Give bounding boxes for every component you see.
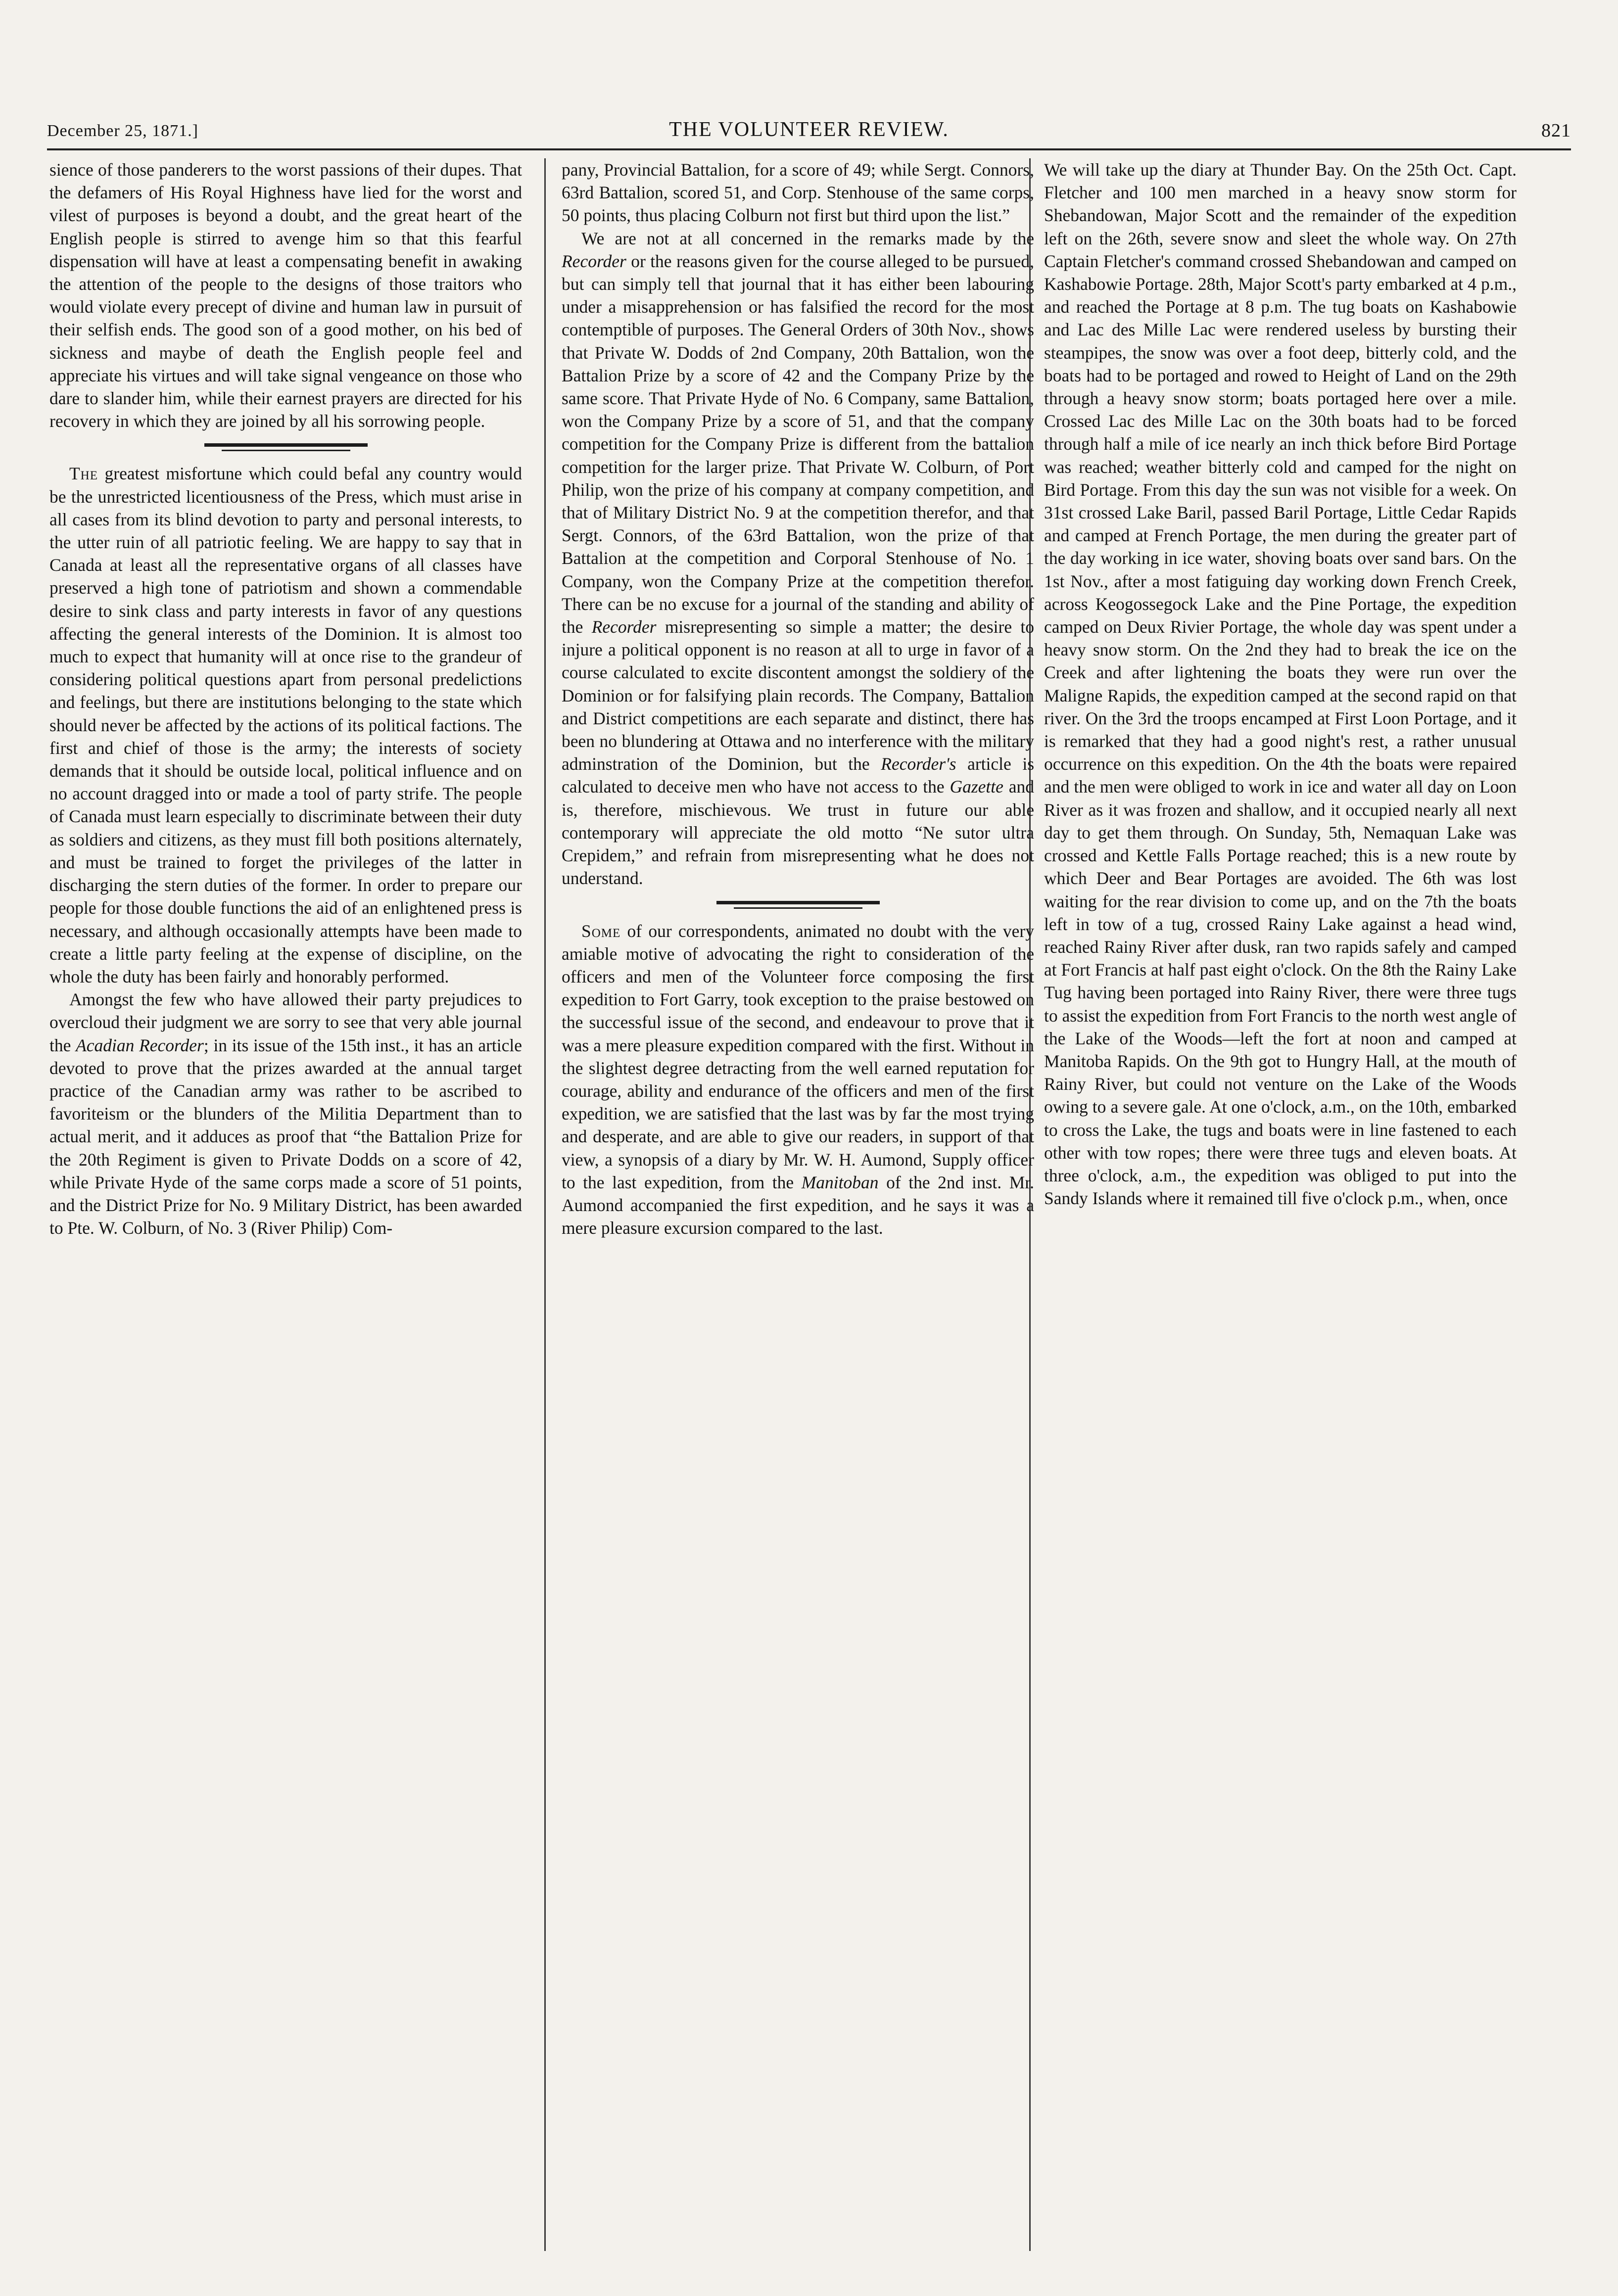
lead-word: Some	[581, 921, 621, 941]
header-rule	[47, 148, 1571, 150]
paragraph-text: greatest misfortune which could befal any country would be the unrestricted licentiousness of the Press, which must arise in all cases from its blind devotion to party and personal interests, to the utter ruin of all patriotic feeling. We are happy to say that in Canada at least all the representative organs of all classes have preserved a high tone of patriotism and shown a commendable desire to sink class and party interests in favor of any questions affecting the general interests of the Dominion. It is almost too much to expect that humanity will at once rise to the grandeur of considering political questions apart from personal predelictions and feelings, but there are institutions belonging to the state which should never be affected by the actions of its political factions. The first and chief of those is the army; the interests of society demands that it should be outside local, political influence and on no account dragged into or made a tool of party strife. The people of Canada must learn especially to discriminate between their duty as soldiers and citizens, as they must fill both positions alternately, and must be trained to forget the privileges of the latter in discharging the stern duties of the former. In order to prepare our people for those double functions the aid of an enlightened press is necessary, and although occasionally attempts have been made to create a little party feeling at the expense of discipline, on the whole the duty has been fairly and honorably performed.	[49, 464, 522, 986]
newspaper-name: Recorder	[591, 617, 657, 637]
separator-thin-rule	[734, 907, 862, 909]
article-separator	[716, 901, 880, 909]
page-number: 821	[1541, 120, 1571, 141]
paragraph-text: of the 2nd inst. Mr. Aumond accompanied the first expedition, and he says it was a mere pleasure excursion compared to the last.	[562, 1172, 1034, 1238]
issue-date: December 25, 1871.]	[47, 122, 199, 140]
newspaper-name: Recorder	[562, 251, 626, 271]
article-paragraph	[49, 462, 522, 988]
newspaper-name: Recorder's	[881, 754, 956, 774]
article-paragraph	[562, 920, 1034, 1240]
column-left	[49, 158, 522, 2251]
paragraph-text: article is calculated to deceive men who have not access to the	[562, 754, 1034, 797]
separator-thick-rule	[204, 443, 368, 447]
column-middle	[562, 158, 1034, 2251]
newspaper-name: Gazette	[950, 777, 1003, 797]
column-rule-left	[544, 158, 546, 2251]
article-paragraph: We will take up the diary at Thunder Bay. On the 25th Oct. Capt. Fletcher and 100 men marched in a heavy snow storm for Shebandowan, Major Scott and the remainder of the expedition left on the 26th, severe snow and sleet the whole way. On 27th Captain Fletcher's command crossed Shebandowan and camped on Kashabowie Portage. 28th, Major Scott's party embarked at 4 p.m., and reached the Portage at 8 p.m. The tug boats on Kashabowie and Lac des Mille Lac were rendered useless by bursting their steampipes, the snow was over a foot deep, bitterly cold, and the boats had to be portaged and rowed to Height of Land on the 29th through a heavy snow storm; boats portaged here over a mile. Crossed Lac des Mille Lac on the 30th boats had to be forced through half a mile of ice nearly an inch thick before Bird Portage was reached; weather bitterly cold and camped for the night on Bird Portage. From this day the sun was not visible for a week. On 31st crossed Lake Baril, passed Baril Portage, Little Cedar Rapids and camped at French Portage, the men during the greater part of the day working in ice water, shoving boats over sand bars. On the 1st Nov., after a most fatiguing day working down French Creek, across Keogossegock Lake and the Pine Portage, the expedition camped on Deux Rivier Portage, the whole day was spent under a heavy snow storm. On the 2nd they had to break the ice on the Creek and after lightening the boats they were run over the Maligne Rapids, the expedition camped at the second rapid on that river. On the 3rd the troops encamped at First Loon Portage, and it is remarked that they had a good night's rest, a rather unusual occurrence on this expedition. On the 4th the boats were repaired and the men were obliged to work in ice and water all day on Loon River as it was frozen and shallow, and it occupied nearly all next day to get them through. On Sunday, 5th, Nemaquan Lake was crossed and Kettle Falls Portage reached; this is a new route by which Deer and Bear Portages are avoided. The 6th was lost waiting for the rear division to come up, and on the 7th the boats left in tow of a tug, crossed Rainy Lake against a head wind, reached Rainy River after dusk, ran two rapids safely and camped at Fort Francis at half past eight o'clock. On the 8th the Rainy Lake Tug having been portaged into Rainy River, there were three tugs to assist the expedition from Fort Francis to the north west angle of the Lake of the Woods—left the fort at noon and camped at Manitoba Rapids. On the 9th got to Hungry Hall, at the mouth of Rainy River, but could not venture on the Lake of the Woods owing to a severe gale. At one o'clock, a.m., on the 10th, embarked to cross the Lake, the tugs and boats were in line fastened to each other with tow ropes; there were three tugs and eleven boats. At three o'clock, a.m., the expedition was obliged to put into the Sandy Islands where it remained till five o'clock p.m., when, once	[1044, 160, 1517, 1209]
paragraph-text: misrepresenting so simple a matter; the desire to injure a political opponent is no reason at all to urge in favor of a course calculated to excite discontent amongst the soldiery of the Dominion or for falsifying plain records. The Company, Battalion and District competitions are each separate and distinct, there has been no blundering at Ottawa and no interference with the military adminstration of the Dominion, but the	[562, 617, 1034, 774]
article-paragraph	[562, 227, 1034, 890]
paragraph-text: Amongst the few who have allowed their party prejudices to overcloud their judgment we are sorry to see that very able journal the	[49, 989, 522, 1055]
column-right	[1044, 158, 1517, 2251]
paragraph-text: or the reasons given for the course alleged to be pursued, but can simply tell that journal that it has either been labouring under a misapprehension or has falsified the record for the most contemptible of purposes. The General Orders of 30th Nov., shows that Private W. Dodds of 2nd Company, 20th Battalion, won the Battalion Prize by a score of 42 and the Company Prize by the same score. That Private Hyde of No. 6 Company, same Battalion, won the Company Prize by a score of 51, and that the company competition for the Company Prize is different from the battalion competition for the larger prize. That Private W. Colburn, of Port Philip, won the prize of his company at company competition, and that of Military District No. 9 at the competition therefor, and that Sergt. Connors, of the 63rd Battalion, won the prize of that Battalion at the competition and Corporal Stenhouse of No. 1 Company, won the Company Prize at the competition therefor. There can be no excuse for a journal of the standing and ability of the	[562, 251, 1034, 637]
article-paragraph: sience of those panderers to the worst passions of their dupes. That the defamers of His Royal Highness have lied for the worst and vilest of purposes is beyond a doubt, and the great heart of the English people is stirred to avenge him so that this fearful dispensation will have at least a compensating benefit in awaking the attention of the people to the designs of those traitors who would violate every precept of divine and human law in pursuit of their selfish ends. The good son of a good mother, on his bed of sickness and maybe of death the English people feel and appreciate his virtues and will take signal vengeance on those who dare to slander him, while their earnest prayers are directed for his recovery in which they are joined by all his sorrowing people.	[49, 160, 522, 431]
article-separator	[204, 443, 368, 451]
article-paragraph	[49, 988, 522, 1239]
newspaper-name: Manitoban	[801, 1172, 879, 1192]
article-paragraph: pany, Provincial Battalion, for a score of 49; while Sergt. Connors, 63rd Battalion, scored 51, and Corp. Stenhouse of the same corps, 50 points, thus placing Colburn not first but third upon the list.”	[562, 160, 1034, 226]
paragraph-text: We are not at all concerned in the remarks made by the	[581, 228, 1034, 248]
lead-word: The	[69, 464, 98, 484]
newspaper-name: Acadian Recorder	[76, 1035, 204, 1055]
publication-title: THE VOLUNTEER REVIEW.	[669, 118, 949, 141]
running-head	[47, 115, 1571, 149]
paragraph-text: and is, therefore, mischievous. We trust in future our able contemporary will appreciate the old motto “Ne sutor ultra Crepidem,” and refrain from misrepresenting what he does not understand.	[562, 777, 1034, 889]
paragraph-text: of our correspondents, animated no doubt with the very amiable motive of advocating the right to consideration of the officers and men of the Volunteer force composing the first expedition to Fort Garry, took exception to the praise bestowed on the successful issue of the second, and endeavour to prove that it was a mere pleasure expedition compared with the first. Without in the slightest degree detracting from the well earned reputation for courage, ability and endurance of the officers and men of the first expedition, we are satisfied that the last was by far the most trying and desperate, and are able to give our readers, in support of that view, a synopsis of a diary by Mr. W. H. Aumond, Supply officer to the last expedition, from the	[562, 921, 1034, 1192]
separator-thick-rule	[716, 901, 880, 904]
separator-thin-rule	[222, 450, 350, 451]
paragraph-text: ; in its issue of the 15th inst., it has an article devoted to prove that the prizes awarded at the annual target practice of the Canadian army was rather to be ascribed to favoriteism or the blunders of the Militia Department than to actual merit, and it adduces as proof that “the Battalion Prize for the 20th Regiment is given to Private Dodds on a score of 42, while Private Hyde of the same corps made a score of 51 points, and the District Prize for No. 9 Military District, has been awarded to Pte. W. Colburn, of No. 3 (River Philip) Com-	[49, 1035, 522, 1238]
